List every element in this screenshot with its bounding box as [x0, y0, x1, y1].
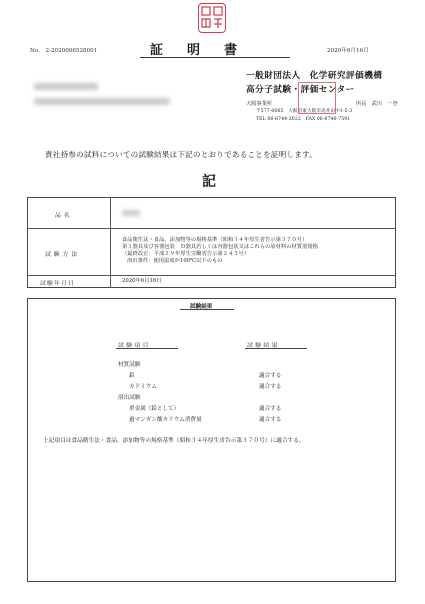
result-row-value: 適合する: [259, 417, 282, 423]
result-row-item: 重金属（鉛として）: [129, 406, 180, 412]
document-number: No. 2-2020006528001: [30, 48, 98, 54]
result-row-item: 材質試験: [118, 362, 141, 368]
redacted-sample-name: [122, 210, 140, 216]
organization-center: 高分子試験・評価センター: [246, 85, 355, 95]
table-row-divider: [27, 275, 396, 276]
office-tel: TEL 06-6744-2022 FAX 06-6746-7591: [256, 117, 351, 122]
intro-text: 貴社持参の試料についての試験結果は下記のとおりであることを証明します。: [45, 150, 318, 159]
table-row-divider: [27, 228, 396, 229]
column-header-item-underline: [116, 348, 178, 349]
result-row-value: 適合する: [259, 406, 282, 412]
office-name: 大阪事業所: [246, 101, 272, 107]
result-row-value: 適合する: [259, 384, 282, 390]
conformity-statement: 上記項目は食品衛生法・食品、添加物等の規格基準（昭和３４年厚生省告示第３７０号）に適合する。: [43, 438, 305, 444]
office-manager: 所長 武川 一登: [356, 101, 398, 107]
page-title: 証明書: [150, 43, 262, 58]
method-line-1: 食品衛生法・食品、添加物等の規格基準（昭和３４年厚生省告示第３７０号）: [122, 237, 308, 243]
result-row-value: 適合する: [259, 373, 282, 379]
issue-date: 2020年6月16日: [327, 48, 369, 54]
result-row-item: 溶出試験: [118, 395, 141, 401]
stamp-icon: [298, 82, 336, 114]
results-heading: 試験結果: [190, 304, 213, 310]
organization-name: 一般財団法人 化学研究評価機構: [246, 71, 383, 81]
redacted-recipient-detail: [34, 98, 170, 105]
results-heading-underline: [180, 309, 234, 310]
test-date-value: 2020年6月16日: [122, 278, 162, 284]
column-header-result: 試験結果: [247, 343, 280, 349]
ki-heading: 記: [202, 174, 216, 190]
redacted-recipient-name: [34, 83, 98, 90]
result-row-item: 過マンガン酸カリウム消費量: [129, 417, 202, 423]
method-line-4: 溶出条件：使用温度が100℃以下のもの: [127, 258, 223, 264]
result-row-item: 鉛: [129, 373, 135, 379]
method-label: 試験方法: [45, 252, 81, 258]
seal-icon: [198, 3, 226, 33]
column-header-result-underline: [245, 348, 307, 349]
method-line-2: 第３器具及び容器包装 Ｄ器具若しくは容器包装又はこれらの原材料の材質別規格: [122, 244, 318, 250]
sample-label: 品名: [55, 213, 73, 219]
result-row-item: カドミウム: [129, 384, 157, 390]
office-address: 〒577-0065 大阪府東大阪市高井田中1-5-3: [256, 109, 353, 114]
method-line-3: （最終改正：平成２９年厚生労働省告示第２４５号）: [122, 251, 250, 257]
title-underline: [140, 57, 290, 58]
test-date-label: 試験年月日: [40, 281, 75, 287]
column-header-item: 試験項目: [118, 343, 151, 349]
